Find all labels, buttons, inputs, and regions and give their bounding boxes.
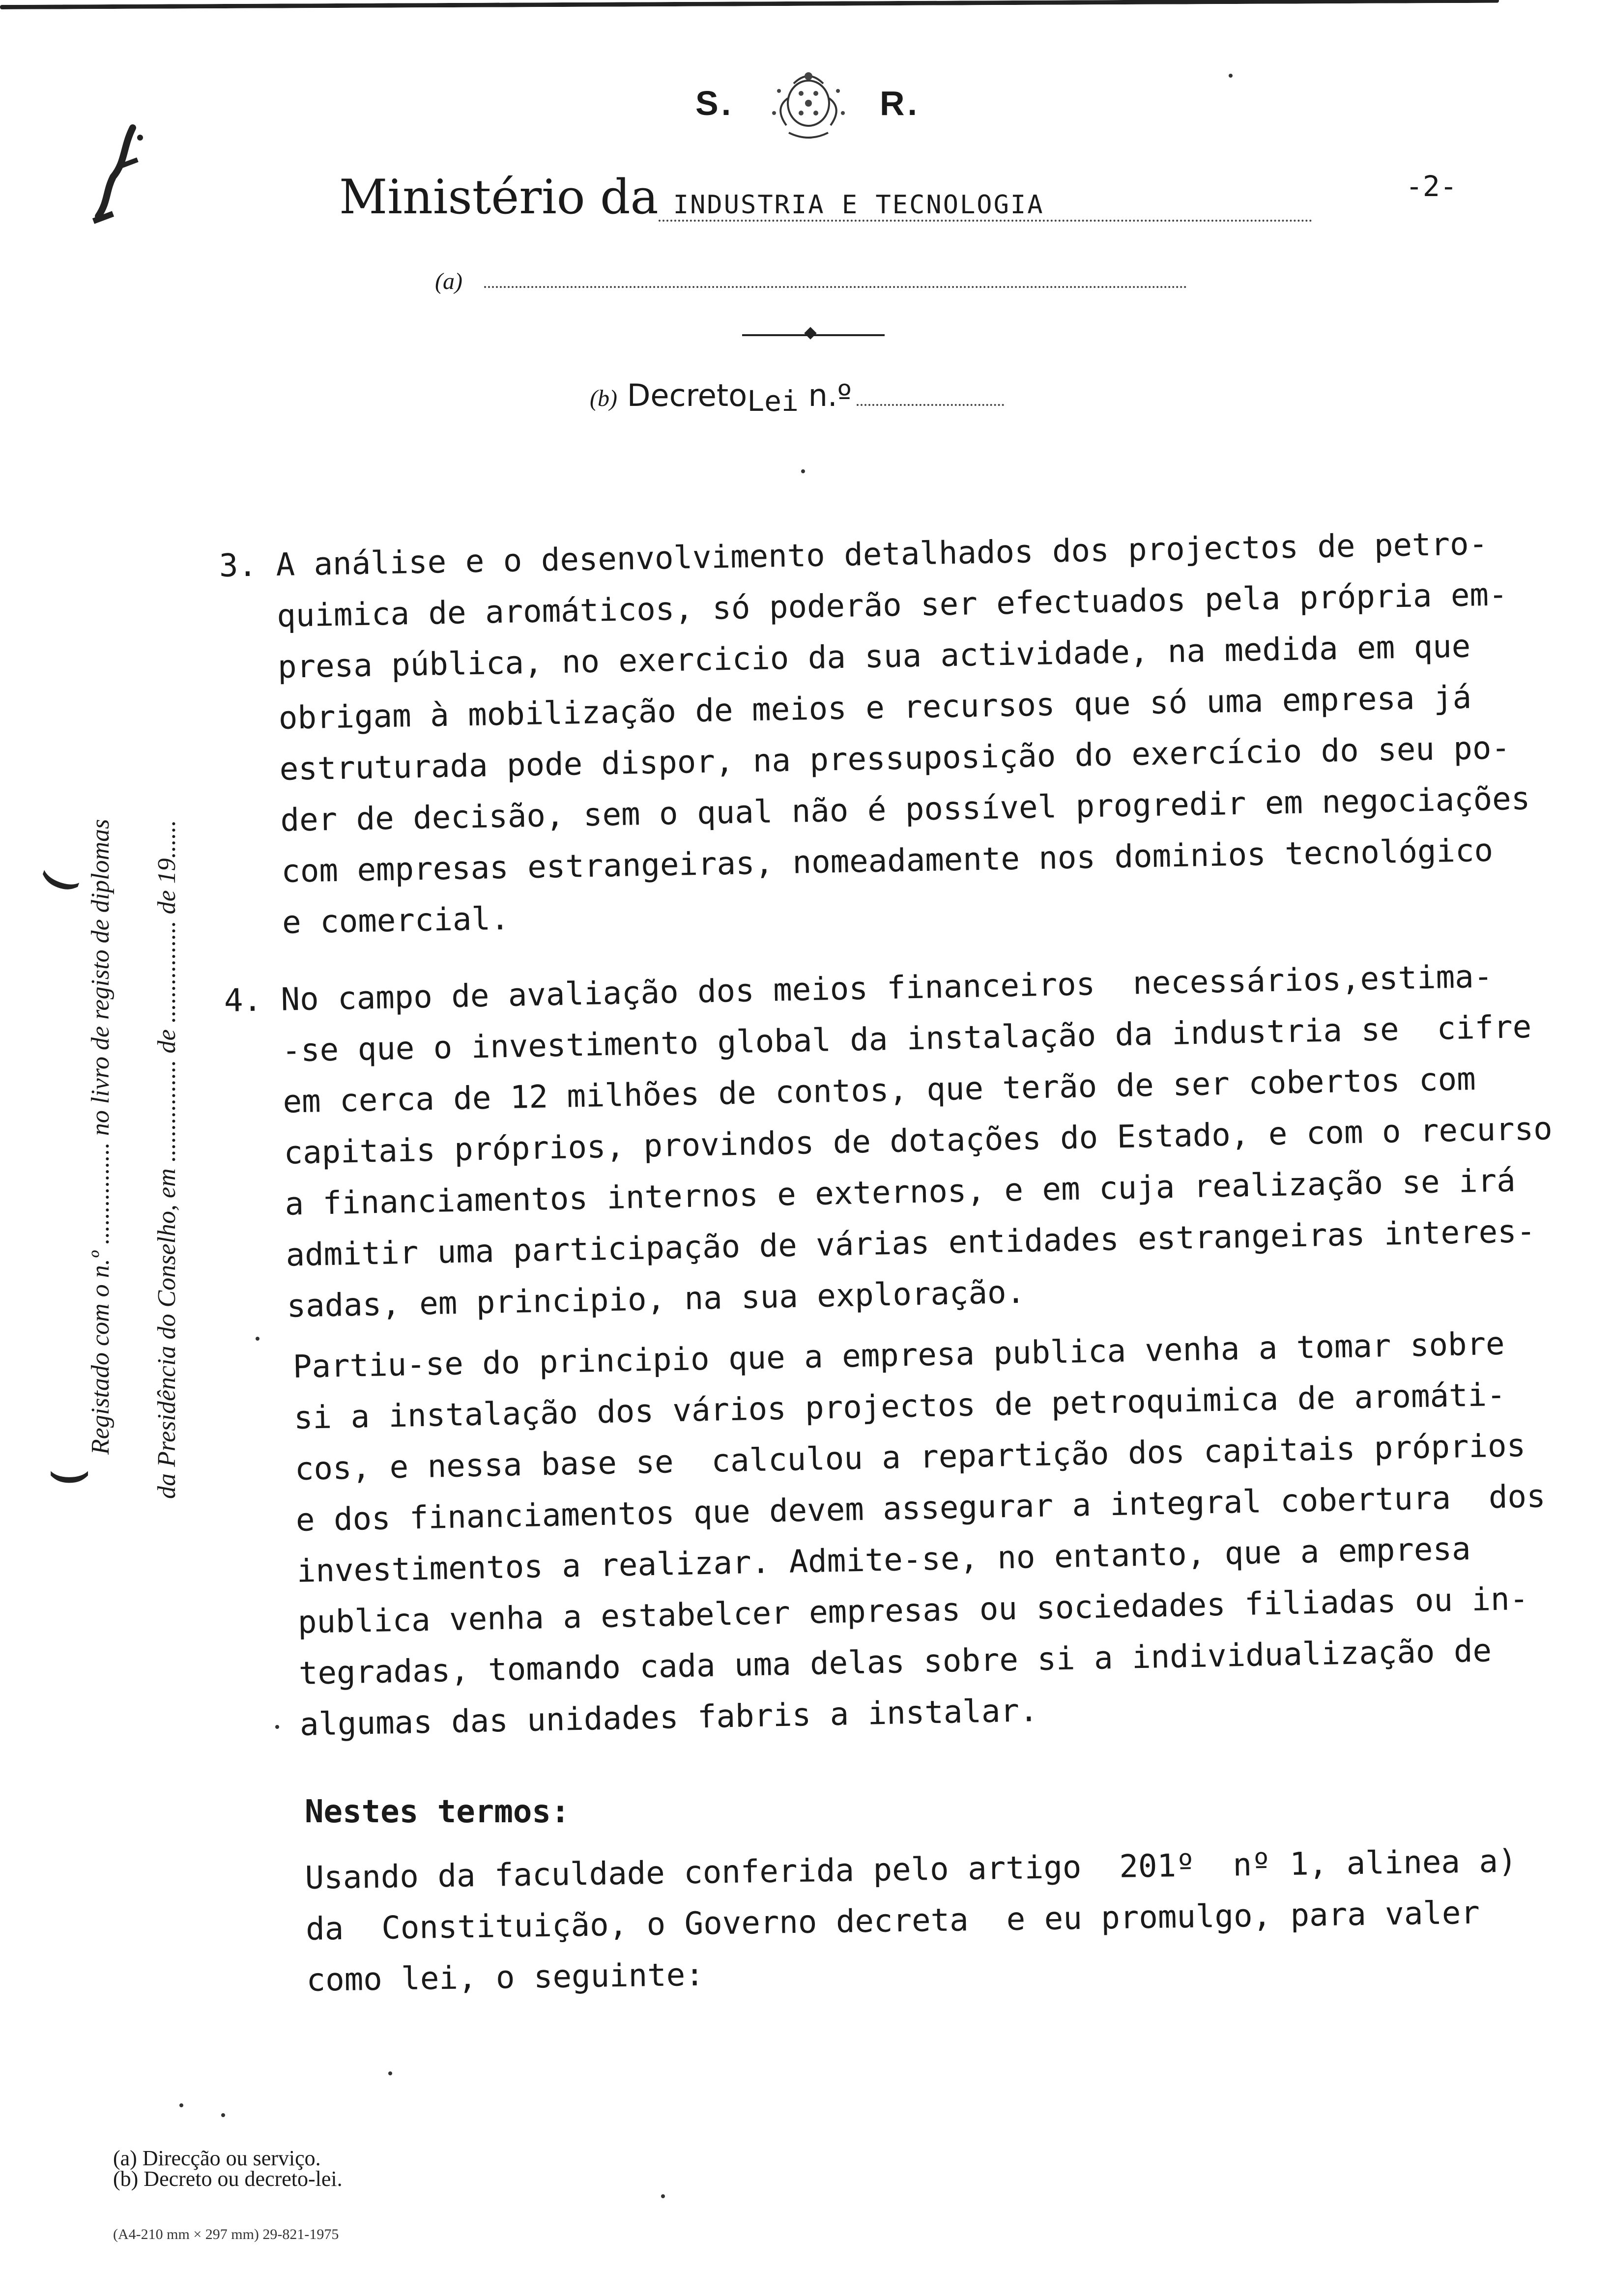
- field-b-label: (b): [590, 385, 617, 411]
- paragraph-5: Partiu-se do principio que a empresa publica venha a tomar sobre si a instalação dos vários projectos de petroquimica de aromáti- cos, e nessa base se calculou a repartição dos capitais próprios e dos financiamentos que devem assegurar a integral cobertura dos investimentos a realizar. Admite-se, no entanto, que a empresa publica venha a estabelcer empresas ou sociedades filiadas ou in- tegradas, tomando cada uma delas sobre si a individualização de algumas das unidades fabris a instalar.: [292, 1325, 1546, 1743]
- header-s-letter: S.: [695, 84, 734, 122]
- decreto-label: Decreto: [627, 377, 748, 413]
- speck: [801, 469, 805, 473]
- print-info: (A4-210 mm × 297 mm) 29-821-1975: [113, 2226, 339, 2242]
- handwritten-mark: [79, 118, 157, 231]
- footnote-a: (a) Direcção ou serviço.: [113, 2146, 321, 2170]
- speck: [1229, 74, 1233, 78]
- speck: [179, 2103, 183, 2107]
- field-a-label: (a): [435, 268, 462, 294]
- header-r-letter: R.: [880, 84, 920, 122]
- nestes-termos: Nestes termos:: [305, 1794, 570, 1830]
- coat-of-arms-emblem: [759, 64, 858, 143]
- speck: [256, 1337, 259, 1341]
- ministry-line: [339, 170, 1312, 225]
- decreto-line: [590, 377, 1004, 418]
- paragraph-3: 3. A análise e o desenvolvimento detalhados dos projectos de petro- quimica de aromáticos, só poderão ser efectuados pela própria em- presa pública, no exercicio da sua actividade, na medida em que obrigam à mobilização de meios e recursos que só uma empresa já estruturada pode dispor, na pressuposição do exercício do seu po- der de decisão, sem o qual não é possível progredir em negociações com empresas estrangeiras, nomeadamente nos dominios tecnológico e comercial.: [219, 525, 1530, 942]
- field-a-blank: [484, 286, 1187, 288]
- enacting-clause: Usando da faculdade conferida pelo artigo 201º nº 1, alinea a) da Constituição, o Governo decreta e eu promulgo, para valer como lei, o seguinte:: [305, 1843, 1518, 1999]
- ministry-department: INDUSTRIA E TECNOLOGIA: [659, 190, 1312, 222]
- footnote-b: (b) Decreto ou decreto-lei.: [113, 2167, 343, 2191]
- numero-label: n.º: [808, 377, 852, 413]
- top-rule: [0, 0, 1499, 9]
- margin-bracket-top: ⌣: [27, 830, 97, 921]
- speck: [388, 2071, 392, 2075]
- decreto-lei-label: Lei: [747, 384, 799, 418]
- ministry-label: Ministério da: [339, 170, 659, 225]
- page-number: -2-: [1406, 170, 1457, 203]
- speck: [661, 2194, 665, 2198]
- ornament-diamond: [804, 327, 816, 339]
- speck: [221, 2113, 225, 2117]
- paragraph-4: 4. No campo de avaliação dos meios financeiros necessários,estima- -se que o investimento global da instalação da industria se cifre em cerca de 12 milhões de contos, que terão de ser cobertos com capitais próprios, provindos de dotações do Estado, e com o recurso a financiamentos internos e externos, e em cuja realização se irá admitir uma participação de várias entidades estrangeiras interes- sadas, em principio, na sua exploração.: [224, 958, 1553, 1326]
- margin-registo-text: Registado com o n.º ................ no livro de registo de diplomas: [86, 819, 115, 1455]
- margin-bracket-bottom: ⌣: [47, 1430, 92, 1510]
- speck: [275, 1725, 279, 1729]
- numero-blank: [857, 404, 1004, 406]
- margin-presidencia-text: da Presidência do Conselho, em ................ de ................ de 19......: [153, 820, 181, 1499]
